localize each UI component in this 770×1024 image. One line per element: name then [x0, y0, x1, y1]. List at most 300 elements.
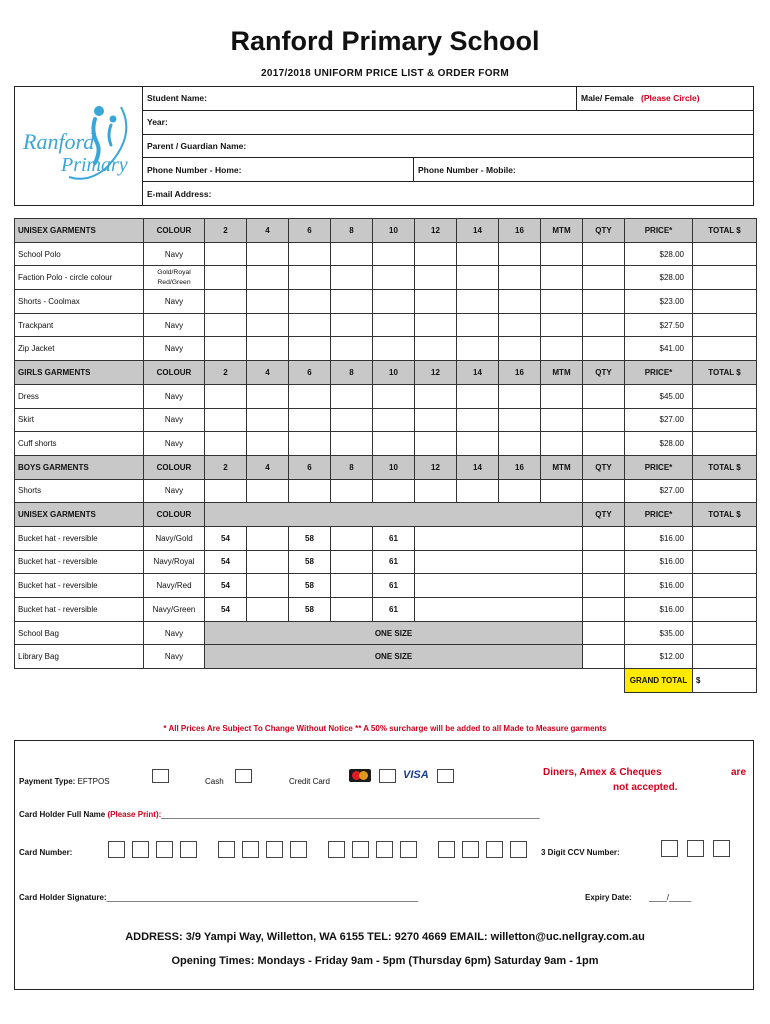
- size-qty-cell[interactable]: [415, 313, 457, 337]
- one-size-cell: ONE SIZE: [205, 621, 583, 645]
- total-cell[interactable]: [693, 266, 757, 290]
- diners-note-cont: not accepted.: [613, 782, 678, 793]
- item-price: $16.00: [625, 550, 693, 574]
- colour-header: COLOUR: [144, 503, 205, 527]
- size-qty-cell[interactable]: [247, 550, 289, 574]
- size-qty-cell[interactable]: [541, 408, 583, 432]
- size-qty-cell[interactable]: [331, 598, 373, 622]
- size-header: 4: [247, 455, 289, 479]
- size-qty-cell[interactable]: [541, 266, 583, 290]
- size-header: 10: [373, 455, 415, 479]
- card-digit-box[interactable]: [156, 841, 173, 858]
- card-digit-box[interactable]: [438, 841, 455, 858]
- size-qty-cell[interactable]: [331, 574, 373, 598]
- item-name: Shorts - Coolmax: [15, 290, 144, 314]
- total-cell[interactable]: [693, 479, 757, 503]
- gender-note: (Please Circle): [641, 93, 700, 104]
- size-qty-cell[interactable]: [415, 337, 457, 361]
- item-colour: Navy/Red: [144, 574, 205, 598]
- size-qty-cell[interactable]: [331, 550, 373, 574]
- qty-cell[interactable]: [583, 242, 625, 266]
- size-qty-cell[interactable]: [541, 479, 583, 503]
- size-qty-cell[interactable]: [457, 266, 499, 290]
- size-qty-cell[interactable]: [541, 242, 583, 266]
- logo-box: [14, 86, 142, 206]
- item-name: Zip Jacket: [15, 337, 144, 361]
- hat-size-cell[interactable]: 61: [373, 598, 415, 622]
- visa-icon: VISA: [403, 769, 429, 781]
- hat-size-cell[interactable]: 61: [373, 526, 415, 550]
- item-colour: Gold/Royal Red/Green: [144, 266, 205, 290]
- section-header-row: [15, 361, 757, 385]
- grand-total-label: GRAND TOTAL: [625, 669, 693, 693]
- table-row: [15, 337, 757, 361]
- form-subtitle: 2017/2018 UNIFORM PRICE LIST & ORDER FORM: [261, 68, 509, 79]
- card-digit-box[interactable]: [218, 841, 235, 858]
- total-cell[interactable]: [693, 337, 757, 361]
- size-header: 12: [415, 361, 457, 385]
- size-qty-cell[interactable]: [415, 598, 583, 622]
- size-qty-cell[interactable]: [415, 384, 457, 408]
- total-cell[interactable]: [693, 574, 757, 598]
- year-label: Year:: [147, 117, 168, 128]
- qty-cell[interactable]: [583, 526, 625, 550]
- ccv-box[interactable]: [661, 840, 678, 857]
- size-qty-cell[interactable]: [415, 550, 583, 574]
- student-name-label: Student Name:: [147, 93, 207, 104]
- size-qty-cell[interactable]: [415, 290, 457, 314]
- item-price: $23.00: [625, 290, 693, 314]
- ccv-box[interactable]: [687, 840, 704, 857]
- logo-figure-head-small: [110, 116, 117, 123]
- size-qty-cell[interactable]: [289, 384, 331, 408]
- total-cell[interactable]: [693, 408, 757, 432]
- item-price: $45.00: [625, 384, 693, 408]
- table-row: [15, 621, 757, 645]
- total-cell[interactable]: [693, 290, 757, 314]
- size-qty-cell[interactable]: [457, 290, 499, 314]
- expiry-label: Expiry Date:: [585, 893, 632, 902]
- size-qty-cell[interactable]: [499, 432, 541, 456]
- section-header-row: [15, 455, 757, 479]
- item-colour: Navy/Royal: [144, 550, 205, 574]
- hat-size-cell[interactable]: 54: [205, 550, 247, 574]
- size-qty-cell[interactable]: [457, 432, 499, 456]
- size-qty-cell[interactable]: [247, 266, 289, 290]
- size-qty-cell[interactable]: [289, 432, 331, 456]
- size-qty-cell[interactable]: [499, 408, 541, 432]
- qty-cell[interactable]: [583, 290, 625, 314]
- qty-cell[interactable]: [583, 408, 625, 432]
- item-name: Trackpant: [15, 313, 144, 337]
- size-qty-cell[interactable]: [247, 526, 289, 550]
- item-price: $28.00: [625, 432, 693, 456]
- size-qty-cell[interactable]: [247, 313, 289, 337]
- size-qty-cell[interactable]: [247, 290, 289, 314]
- size-qty-cell[interactable]: [331, 266, 373, 290]
- item-colour: Navy: [144, 479, 205, 503]
- item-colour: Navy: [144, 290, 205, 314]
- total-cell[interactable]: [693, 526, 757, 550]
- size-header: 10: [373, 219, 415, 243]
- colour-header: COLOUR: [144, 361, 205, 385]
- colour-header: COLOUR: [144, 219, 205, 243]
- section-title: GIRLS GARMENTS: [15, 361, 144, 385]
- size-qty-cell[interactable]: [205, 266, 247, 290]
- expiry-line[interactable]: ____/_____: [649, 893, 692, 902]
- size-header: 4: [247, 361, 289, 385]
- qty-cell[interactable]: [583, 598, 625, 622]
- hat-size-cell[interactable]: 54: [205, 598, 247, 622]
- size-qty-cell[interactable]: [331, 526, 373, 550]
- item-name: Bucket hat - reversible: [15, 574, 144, 598]
- guardian-field[interactable]: [143, 134, 754, 158]
- student-info-table: [142, 86, 754, 206]
- qty-cell[interactable]: [583, 384, 625, 408]
- section-header-row: [15, 503, 757, 527]
- item-price: $16.00: [625, 574, 693, 598]
- item-price: $28.00: [625, 266, 693, 290]
- size-qty-cell[interactable]: [373, 290, 415, 314]
- item-name: Shorts: [15, 479, 144, 503]
- card-digit-box[interactable]: [328, 841, 345, 858]
- size-qty-cell[interactable]: [541, 432, 583, 456]
- size-qty-cell[interactable]: [457, 384, 499, 408]
- mastercard-checkbox[interactable]: [379, 769, 396, 783]
- card-digit-box[interactable]: [242, 841, 259, 858]
- size-qty-cell[interactable]: [289, 313, 331, 337]
- credit-card-label: Credit Card: [289, 777, 330, 786]
- size-qty-cell[interactable]: [247, 574, 289, 598]
- total-cell[interactable]: [693, 598, 757, 622]
- total-header: TOTAL $: [693, 455, 757, 479]
- size-header: 8: [331, 361, 373, 385]
- size-qty-cell[interactable]: [541, 337, 583, 361]
- card-holder-note: (Please Print):: [107, 810, 162, 819]
- mtm-header: MTM: [541, 455, 583, 479]
- hat-size-cell[interactable]: 58: [289, 598, 331, 622]
- size-header: 12: [415, 455, 457, 479]
- size-qty-cell[interactable]: [247, 479, 289, 503]
- total-cell[interactable]: [693, 384, 757, 408]
- size-qty-cell[interactable]: [247, 408, 289, 432]
- logo-figure-body-small: [109, 125, 111, 145]
- card-digit-box[interactable]: [486, 841, 503, 858]
- item-name: Bucket hat - reversible: [15, 598, 144, 622]
- size-qty-cell[interactable]: [247, 598, 289, 622]
- item-colour: Navy: [144, 313, 205, 337]
- item-price: $12.00: [625, 645, 693, 669]
- size-qty-cell[interactable]: [205, 242, 247, 266]
- size-qty-cell[interactable]: [457, 313, 499, 337]
- gender-field[interactable]: [577, 87, 754, 111]
- diners-note: Diners, Amex & Cheques: [543, 767, 662, 778]
- school-logo: [21, 97, 137, 197]
- email-field[interactable]: [143, 182, 754, 206]
- qty-header: QTY: [583, 361, 625, 385]
- total-cell[interactable]: [693, 621, 757, 645]
- size-qty-cell[interactable]: [247, 242, 289, 266]
- size-qty-cell[interactable]: [499, 384, 541, 408]
- size-qty-cell[interactable]: [499, 242, 541, 266]
- size-qty-cell[interactable]: [331, 384, 373, 408]
- hat-size-cell[interactable]: 61: [373, 574, 415, 598]
- size-qty-cell[interactable]: [205, 384, 247, 408]
- card-holder-label: Card Holder Full Name: [19, 810, 106, 819]
- size-qty-cell[interactable]: [373, 313, 415, 337]
- size-qty-cell[interactable]: [205, 313, 247, 337]
- qty-cell[interactable]: [583, 266, 625, 290]
- cash-checkbox[interactable]: [235, 769, 252, 783]
- item-name: School Bag: [15, 621, 144, 645]
- size-header: 6: [289, 455, 331, 479]
- item-name: Skirt: [15, 408, 144, 432]
- size-qty-cell[interactable]: [373, 432, 415, 456]
- payment-type-row: [19, 777, 110, 786]
- cash-label: Cash: [205, 777, 224, 786]
- total-cell[interactable]: [693, 550, 757, 574]
- size-header: 2: [205, 455, 247, 479]
- uniform-price-table: [14, 218, 757, 693]
- item-price: $16.00: [625, 526, 693, 550]
- table-row: [15, 242, 757, 266]
- size-qty-cell[interactable]: [289, 242, 331, 266]
- diners-note-are: are: [731, 767, 747, 778]
- total-header: TOTAL $: [693, 361, 757, 385]
- size-qty-cell[interactable]: [499, 337, 541, 361]
- size-qty-cell[interactable]: [247, 384, 289, 408]
- section-title: UNISEX GARMENTS: [15, 219, 144, 243]
- size-qty-cell[interactable]: [415, 432, 457, 456]
- size-qty-cell[interactable]: [289, 337, 331, 361]
- size-header: 6: [289, 219, 331, 243]
- card-digit-box[interactable]: [132, 841, 149, 858]
- table-row: [15, 313, 757, 337]
- total-cell[interactable]: [693, 313, 757, 337]
- hat-size-cell[interactable]: 58: [289, 550, 331, 574]
- size-qty-cell[interactable]: [373, 266, 415, 290]
- size-header: 12: [415, 219, 457, 243]
- logo-figure-head: [94, 106, 104, 116]
- size-qty-cell[interactable]: [415, 408, 457, 432]
- item-price: $35.00: [625, 621, 693, 645]
- item-colour: Navy: [144, 645, 205, 669]
- email-label: E-mail Address:: [147, 188, 212, 199]
- qty-cell[interactable]: [583, 313, 625, 337]
- signature-label: Card Holder Signature:: [19, 893, 107, 902]
- table-row: [15, 598, 757, 622]
- qty-cell[interactable]: [583, 432, 625, 456]
- item-name: Library Bag: [15, 645, 144, 669]
- mastercard-icon: [349, 769, 371, 782]
- size-qty-cell[interactable]: [415, 266, 457, 290]
- phone-home-field[interactable]: [143, 158, 414, 181]
- student-name-field[interactable]: [143, 87, 577, 111]
- table-row: [15, 574, 757, 598]
- hat-size-cell[interactable]: 61: [373, 550, 415, 574]
- size-qty-cell[interactable]: [289, 266, 331, 290]
- hat-size-cell[interactable]: 58: [289, 574, 331, 598]
- address-line: ADDRESS: 3/9 Yampi Way, Willetton, WA 6155 TEL: 9270 4669 EMAIL: willetton@uc.nellgray.com.au: [125, 931, 645, 943]
- size-qty-cell[interactable]: [499, 290, 541, 314]
- table-row: [15, 550, 757, 574]
- size-header: 16: [499, 361, 541, 385]
- qty-header: QTY: [583, 455, 625, 479]
- item-colour: Navy: [144, 384, 205, 408]
- card-digit-box[interactable]: [510, 841, 527, 858]
- item-colour: Navy/Green: [144, 598, 205, 622]
- size-qty-cell[interactable]: [289, 479, 331, 503]
- size-header: 8: [331, 219, 373, 243]
- item-name: Cuff shorts: [15, 432, 144, 456]
- size-qty-cell[interactable]: [415, 574, 583, 598]
- size-qty-cell[interactable]: [541, 290, 583, 314]
- size-qty-cell[interactable]: [415, 242, 457, 266]
- qty-cell[interactable]: [583, 550, 625, 574]
- card-holder-row[interactable]: [19, 810, 539, 819]
- item-price: $27.00: [625, 479, 693, 503]
- price-header: PRICE*: [625, 361, 693, 385]
- size-qty-cell[interactable]: [205, 479, 247, 503]
- size-qty-cell[interactable]: [331, 337, 373, 361]
- card-holder-line: _____________________________________________________________________________________: [161, 810, 540, 819]
- price-header: PRICE*: [625, 503, 693, 527]
- hat-size-cell[interactable]: 58: [289, 526, 331, 550]
- eftpos-checkbox[interactable]: [152, 769, 169, 783]
- hat-size-cell[interactable]: 54: [205, 526, 247, 550]
- grand-total-row: [15, 669, 757, 693]
- size-qty-cell[interactable]: [541, 313, 583, 337]
- phone-mobile-label: Phone Number - Mobile:: [418, 164, 516, 175]
- hat-size-cell[interactable]: 54: [205, 574, 247, 598]
- size-qty-cell[interactable]: [289, 290, 331, 314]
- phone-row: [143, 158, 754, 182]
- card-digit-box[interactable]: [400, 841, 417, 858]
- size-header: 2: [205, 219, 247, 243]
- card-digit-box[interactable]: [180, 841, 197, 858]
- size-header: 14: [457, 455, 499, 479]
- signature-row[interactable]: [19, 893, 418, 902]
- grand-total-value[interactable]: $: [693, 669, 757, 693]
- item-colour: Navy/Gold: [144, 526, 205, 550]
- total-cell[interactable]: [693, 645, 757, 669]
- size-qty-cell[interactable]: [457, 337, 499, 361]
- size-qty-cell[interactable]: [331, 408, 373, 432]
- price-note: * All Prices Are Subject To Change Without Notice ** A 50% surcharge will be added to all Made to Measure garments: [163, 724, 607, 733]
- size-header: 14: [457, 361, 499, 385]
- ccv-box[interactable]: [713, 840, 730, 857]
- size-qty-cell[interactable]: [457, 408, 499, 432]
- size-qty-cell[interactable]: [541, 384, 583, 408]
- eftpos-label: EFTPOS: [77, 777, 110, 786]
- size-qty-cell[interactable]: [331, 242, 373, 266]
- size-qty-cell[interactable]: [373, 479, 415, 503]
- table-row: [15, 432, 757, 456]
- payment-section: [14, 740, 754, 990]
- table-row: [15, 526, 757, 550]
- size-qty-cell[interactable]: [457, 479, 499, 503]
- size-qty-cell[interactable]: [499, 313, 541, 337]
- year-field[interactable]: [143, 110, 754, 134]
- size-header: 4: [247, 219, 289, 243]
- size-qty-cell[interactable]: [247, 337, 289, 361]
- item-name: Dress: [15, 384, 144, 408]
- size-qty-cell[interactable]: [457, 242, 499, 266]
- size-header: 2: [205, 361, 247, 385]
- signature-line: ______________________________________________________________________: [106, 893, 419, 902]
- card-digit-box[interactable]: [108, 841, 125, 858]
- guardian-label: Parent / Guardian Name:: [147, 140, 247, 151]
- item-name: School Polo: [15, 242, 144, 266]
- qty-cell[interactable]: [583, 621, 625, 645]
- size-qty-cell[interactable]: [331, 313, 373, 337]
- size-qty-cell[interactable]: [331, 479, 373, 503]
- table-row: [15, 266, 757, 290]
- size-qty-cell[interactable]: [499, 266, 541, 290]
- colour-header: COLOUR: [144, 455, 205, 479]
- size-qty-cell[interactable]: [373, 384, 415, 408]
- qty-header: QTY: [583, 503, 625, 527]
- size-qty-cell[interactable]: [415, 526, 583, 550]
- size-qty-cell[interactable]: [331, 432, 373, 456]
- size-qty-cell[interactable]: [499, 479, 541, 503]
- item-price: $28.00: [625, 242, 693, 266]
- total-cell[interactable]: [693, 242, 757, 266]
- qty-cell[interactable]: [583, 337, 625, 361]
- qty-cell[interactable]: [583, 479, 625, 503]
- mtm-header: MTM: [541, 219, 583, 243]
- size-qty-cell[interactable]: [247, 432, 289, 456]
- qty-cell[interactable]: [583, 574, 625, 598]
- one-size-cell: ONE SIZE: [205, 645, 583, 669]
- size-qty-cell[interactable]: [331, 290, 373, 314]
- card-digit-box[interactable]: [462, 841, 479, 858]
- size-header: 8: [331, 455, 373, 479]
- visa-checkbox[interactable]: [437, 769, 454, 783]
- size-qty-cell[interactable]: [289, 408, 331, 432]
- size-header: 16: [499, 219, 541, 243]
- ccv-label: 3 Digit CCV Number:: [541, 848, 620, 857]
- card-digit-box[interactable]: [352, 841, 369, 858]
- size-header: 16: [499, 455, 541, 479]
- card-digit-box[interactable]: [266, 841, 283, 858]
- table-row: [15, 479, 757, 503]
- item-name: Faction Polo - circle colour: [15, 266, 144, 290]
- card-digit-box[interactable]: [376, 841, 393, 858]
- qty-cell[interactable]: [583, 645, 625, 669]
- page-title: Ranford Primary School: [230, 26, 540, 56]
- item-price: $27.00: [625, 408, 693, 432]
- size-header: 6: [289, 361, 331, 385]
- size-qty-cell[interactable]: [205, 432, 247, 456]
- total-cell[interactable]: [693, 432, 757, 456]
- size-qty-cell[interactable]: [373, 242, 415, 266]
- size-qty-cell[interactable]: [205, 408, 247, 432]
- item-colour: Navy: [144, 337, 205, 361]
- size-qty-cell[interactable]: [205, 337, 247, 361]
- phone-home-label: Phone Number - Home:: [147, 164, 242, 175]
- mtm-header: MTM: [541, 361, 583, 385]
- opening-hours: Opening Times: Mondays - Friday 9am - 5pm (Thursday 6pm) Saturday 9am - 1pm: [171, 955, 599, 967]
- card-digit-box[interactable]: [290, 841, 307, 858]
- size-qty-cell[interactable]: [373, 337, 415, 361]
- phone-mobile-field[interactable]: [414, 158, 754, 181]
- size-qty-cell[interactable]: [373, 408, 415, 432]
- gender-label: Male/ Female: [581, 93, 634, 104]
- size-qty-cell[interactable]: [205, 290, 247, 314]
- item-colour: Navy: [144, 408, 205, 432]
- size-qty-cell[interactable]: [415, 479, 457, 503]
